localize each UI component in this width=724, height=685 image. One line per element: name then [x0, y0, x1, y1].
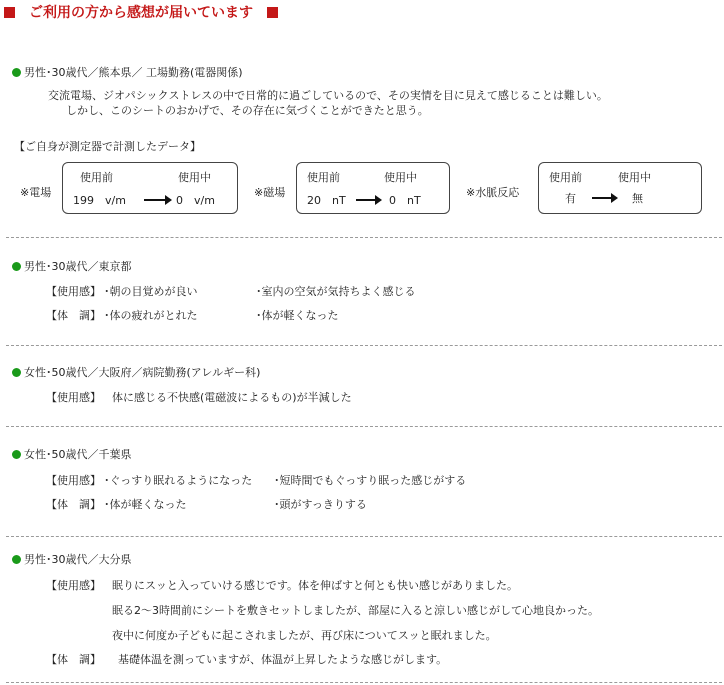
testimonial-text: 交流電場、ジオパシックストレスの中で日常的に過ごしているので、その実情を目に見えて感じることは難しい。 — [48, 89, 608, 102]
before-label: 使用前 — [549, 171, 582, 184]
dashed-divider — [6, 536, 722, 537]
dashed-divider — [6, 426, 722, 427]
testimonial-person: 女性･50歳代／大阪府／病院勤務(アレルギー科) — [12, 364, 260, 380]
measurement-label: ※磁場 — [254, 186, 286, 199]
row-item: ･短時間でもぐっすり眠った感じがする — [274, 474, 467, 487]
page-title: ご利用の方から感想が届いています — [4, 2, 278, 22]
row-tag: 【使用感】 — [46, 285, 101, 298]
before-value: 199 v/m — [73, 194, 126, 207]
square-bullet-icon — [4, 7, 15, 18]
dashed-divider — [6, 345, 722, 346]
after-label: 使用中 — [618, 171, 651, 184]
green-dot-icon — [12, 555, 21, 564]
dashed-divider — [6, 237, 722, 238]
row-item: 眠りにスッと入っていける感じです。体を伸ばすと何とも快い感じがありました。 — [112, 579, 519, 592]
row-tag: 【体 調】 — [46, 309, 101, 322]
arrow-right-icon — [356, 199, 376, 201]
data-heading: 【ご自身が測定器で計測したデータ】 — [14, 140, 201, 153]
row-item: ･体が軽くなった — [104, 498, 187, 511]
measurement-label: ※電場 — [20, 186, 52, 199]
after-label: 使用中 — [384, 171, 417, 184]
row-tag: 【体 調】 — [46, 653, 101, 666]
before-label: 使用前 — [307, 171, 340, 184]
measurement-label: ※水脈反応 — [466, 186, 520, 199]
arrow-right-icon — [592, 197, 612, 199]
row-tag: 【体 調】 — [46, 498, 101, 511]
row-item: ･朝の目覚めが良い — [104, 285, 198, 298]
row-tag: 【使用感】 — [46, 391, 101, 404]
row-item: ･室内の空気が気持ちよく感じる — [256, 285, 416, 298]
testimonial-person: 男性･30歳代／東京都 — [12, 258, 132, 274]
row-item: 体に感じる不快感(電磁波によるもの)が半減した — [112, 391, 352, 404]
before-value: 有 — [565, 192, 576, 205]
row-item: 眠る2～3時間前にシートを敷きセットしましたが、部屋に入ると涼しい感じがして心地良かった。 — [112, 604, 599, 617]
row-item: ･頭がすっきりする — [274, 498, 367, 511]
row-tag: 【使用感】 — [46, 474, 101, 487]
before-value: 20 nT — [307, 194, 346, 207]
row-item: ･体の疲れがとれた — [104, 309, 198, 322]
row-item: ･体が軽くなった — [256, 309, 339, 322]
after-value: 無 — [632, 192, 643, 205]
row-item: 基礎体温を測っていますが、体温が上昇したような感じがします。 — [118, 653, 448, 666]
square-bullet-icon — [267, 7, 278, 18]
arrow-right-icon — [144, 199, 166, 201]
after-value: 0 nT — [389, 194, 421, 207]
testimonial-person: 女性･50歳代／千葉県 — [12, 446, 132, 462]
green-dot-icon — [12, 68, 21, 77]
dashed-divider — [6, 682, 722, 683]
row-item: ･ぐっすり眠れるようになった — [104, 474, 253, 487]
testimonial-person: 男性･30歳代／大分県 — [12, 551, 132, 567]
row-item: 夜中に何度か子どもに起こされましたが、再び床についてスッと眠れました。 — [112, 629, 497, 642]
green-dot-icon — [12, 368, 21, 377]
green-dot-icon — [12, 450, 21, 459]
testimonial-text: しかし、このシートのおかげで、その存在に気づくことができたと思う。 — [66, 104, 429, 117]
before-label: 使用前 — [80, 171, 113, 184]
after-value: 0 v/m — [176, 194, 215, 207]
after-label: 使用中 — [178, 171, 211, 184]
testimonial-person: 男性･30歳代／熊本県／ 工場勤務(電器関係) — [12, 64, 243, 80]
row-tag: 【使用感】 — [46, 579, 101, 592]
green-dot-icon — [12, 262, 21, 271]
